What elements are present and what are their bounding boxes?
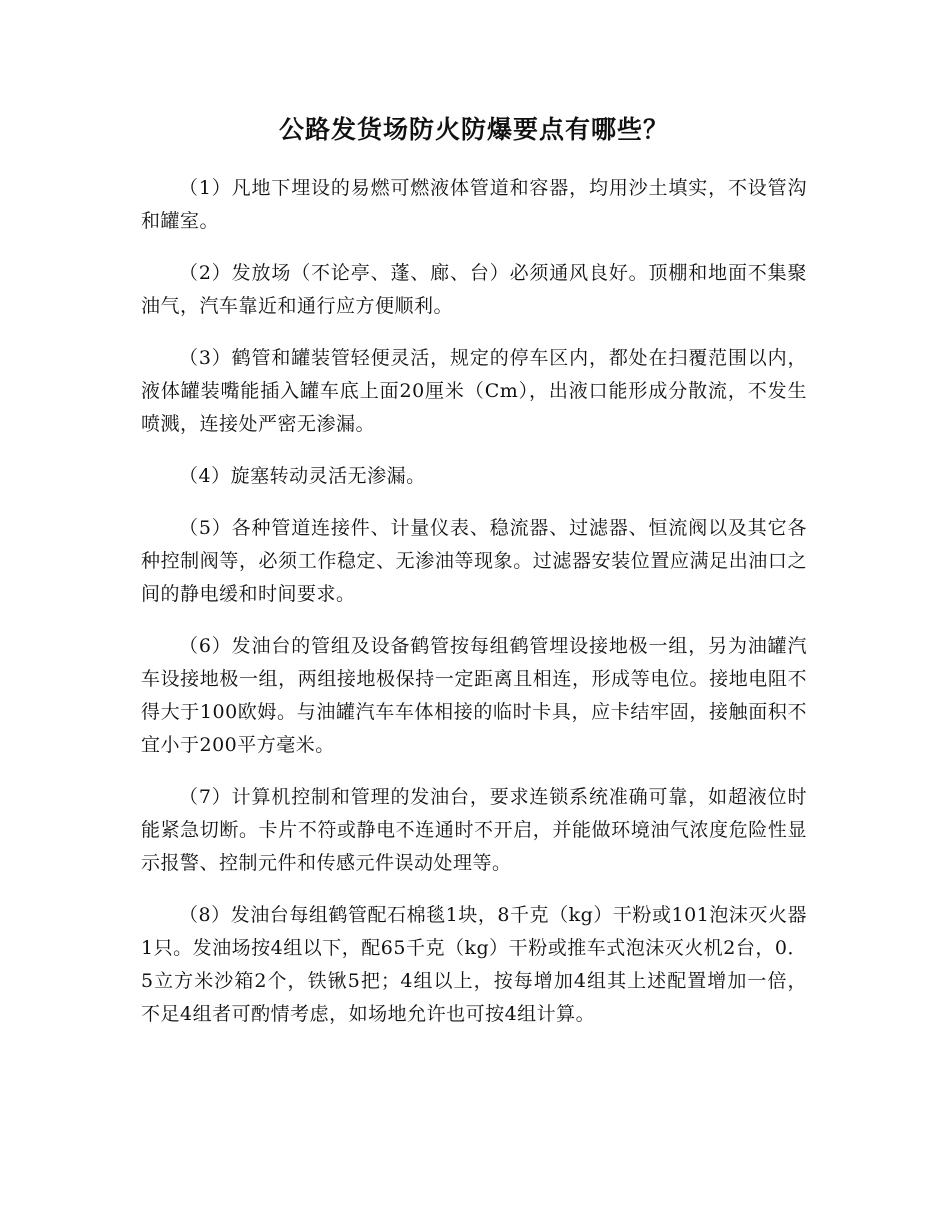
document-page	[141, 110, 807, 1050]
paragraph-4: （4）旋塞转动灵活无渗漏。	[179, 465, 426, 487]
paragraph-6: （6）发油台的管组及设备鹤管按每组鹤管埋设接地极一组，另为油罐汽车设接地极一组，两组接地极保持一定距离且相连，形成等电位。接地电阻不得大于100欧姆。与油罐汽车车体相接的临时卡具，应卡结牢固，接触面积不宜小于200平方毫米。	[141, 635, 807, 756]
paragraph-8: （8）发油台每组鹤管配石棉毯1块，8千克（kg）干粉或101泡沫灭火器1只。发油场按4组以下，配65千克（kg）干粉或推车式泡沫灭火机2台，0．5立方米沙箱2个，铁锹5把；4组以上，按每增加4组其上述配置增加一倍，不足4组者可酌情考虑，如场地允许也可按4组计算。	[141, 904, 807, 1025]
paragraph-7: （7）计算机控制和管理的发油台，要求连锁系统准确可靠，如超液位时能紧急切断。卡片不符或静电不连通时不开启，并能做环境油气浓度危险性显示报警、控制元件和传感元件误动处理等。	[141, 786, 807, 874]
paragraph-5: （5）各种管道连接件、计量仪表、稳流器、过滤器、恒流阀以及其它各种控制阀等，必须工作稳定、无渗油等现象。过滤器安装位置应满足出油口之间的静电缓和时间要求。	[141, 517, 807, 605]
document-title: 公路发货场防火防爆要点有哪些？	[278, 115, 669, 144]
paragraph-1: （1）凡地下埋设的易燃可燃液体管道和容器，均用沙土填实，不设管沟和罐室。	[141, 177, 807, 232]
paragraph-2: （2）发放场（不论亭、蓬、廊、台）必须通风良好。顶棚和地面不集聚油气，汽车靠近和通行应方便顺利。	[141, 262, 807, 317]
paragraph-3: （3）鹤管和罐装管轻便灵活，规定的停车区内，都处在扫覆范围以内，液体罐装嘴能插入罐车底上面20厘米（Cm），出液口能形成分散流，不发生喷溅，连接处严密无渗漏。	[141, 347, 807, 435]
